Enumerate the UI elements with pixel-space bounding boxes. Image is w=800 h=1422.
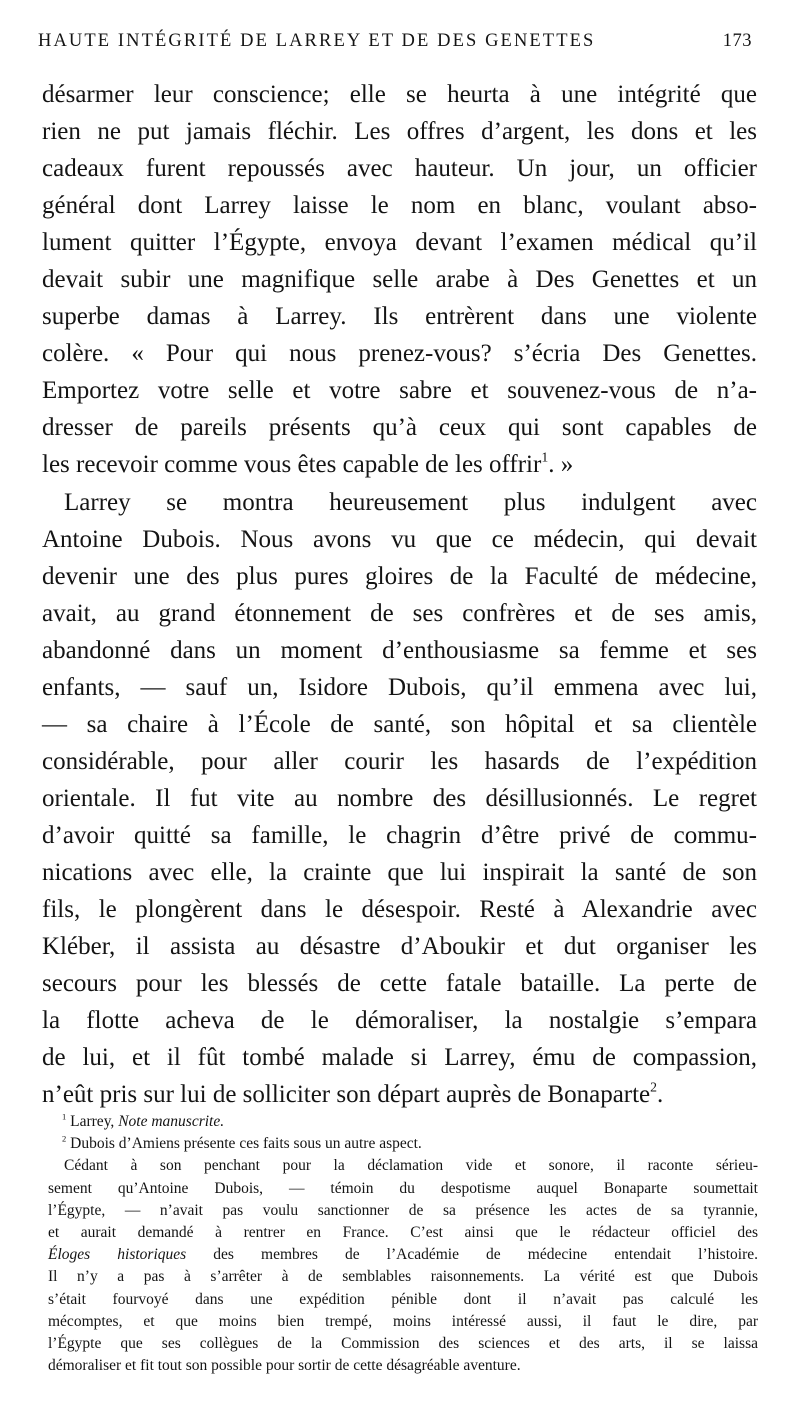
text-line: dresser de pareils présents qu’à ceux qui sont capables de (42, 414, 757, 442)
text-line: rien ne put jamais fléchir. Les offres d’argent, les dons et les (42, 118, 757, 146)
text-line: devenir une des plus pures gloires de la Faculté de médecine, (42, 562, 757, 590)
text-line: devait subir une magnifique selle arabe à Des Genettes et un (42, 266, 757, 294)
main-text (42, 76, 757, 1113)
footnote-line: l’Égypte, — n’avait pas voulu sanctionner de sa présence les actes de sa tyrannie, (48, 1201, 758, 1219)
text-line: avait, au grand étonnement de ses confrères et de ses amis, (42, 599, 757, 627)
footnote-line: Il n’y a pas à s’arrêter à de semblables raisonnements. La vérité est que Dubois (48, 1268, 758, 1286)
text-line: — sa chaire à l’École de santé, son hôpital et sa clientèle (42, 710, 757, 738)
running-title: HAUTE INTÉGRITÉ DE LARREY ET DE DES GENETTES (38, 31, 596, 51)
text-line: superbe damas à Larrey. Ils entrèrent dans une violente (42, 303, 757, 331)
footnote-ref: 2 (650, 1079, 658, 1095)
footnote-line (48, 1244, 758, 1266)
footnote-2 (48, 1133, 758, 1155)
text-line (42, 1076, 757, 1113)
text-line: fils, le plongèrent dans le désespoir. Resté à Alexandrie avec (42, 896, 757, 924)
paragraph-start-line: Larrey se montra heureusement plus indulgent avec (64, 488, 757, 516)
text-line: lument quitter l’Égypte, envoya devant l’examen médical qu’il (42, 229, 757, 257)
footnote-line: sement qu’Antoine Dubois, — témoin du despotisme auquel Bonaparte soumettait (48, 1179, 758, 1197)
text-line: nications avec elle, la crainte que lui inspirait la santé de son (42, 858, 757, 886)
text-line: désarmer leur conscience; elle se heurta à une intégrité que (42, 81, 757, 108)
text-line: orientale. Il fut vite au nombre des désillusionnés. Le regret (42, 784, 757, 812)
text-segment: des membres de l’Académie de médecine entendait l’histoire. (213, 1246, 758, 1264)
text-line: considérable, pour aller courir les hasards de l’expédition (42, 747, 757, 775)
eloges-title: Éloges historiques (48, 1246, 187, 1264)
text-line: Kléber, il assista au désastre d’Aboukir et dut organiser les (42, 933, 757, 961)
footnote-text: Dubois d’Amiens présente ces faits sous un autre aspect. (70, 1135, 422, 1153)
text-line: Antoine Dubois. Nous avons vu que ce médecin, qui devait (42, 525, 757, 553)
footnote-line: Cédant à son penchant pour la déclamation vide et sonore, il raconte sérieu- (64, 1157, 758, 1175)
text-line: de lui, et il fût tombé malade si Larrey, ému de compassion, (42, 1044, 757, 1072)
running-header (38, 31, 752, 52)
text-line: abandonné dans un moment d’enthousiasme sa femme et ses (42, 636, 757, 664)
text-segment: les recevoir comme vous êtes capable de les offrir (42, 451, 542, 479)
text-line: Emportez votre selle et votre sabre et souvenez-vous de n’a- (42, 377, 757, 405)
footnote-line: l’Égypte que ses collègues de la Commission des sciences et des arts, il se laissa (48, 1334, 758, 1352)
footnote-author: Larrey, (70, 1113, 115, 1130)
footnote-1 (48, 1111, 758, 1133)
footnote-line: démoraliser et fit tout son possible pour sortir de cette désagréable aventure. (48, 1357, 521, 1375)
text-line: secours pour les blessés de cette fatale bataille. La perte de (42, 970, 757, 998)
footnotes (48, 1111, 758, 1377)
text-line: enfants, — sauf un, Isidore Dubois, qu’il emmena avec lui, (42, 673, 757, 701)
text-line: colère. « Pour qui nous prenez-vous? s’écria Des Genettes. (42, 340, 757, 368)
footnote-line: et aurait demandé à rentrer en France. C’est ainsi que le rédacteur officiel des (48, 1223, 758, 1241)
footnote-line: mécomptes, et que moins bien trempé, moins intéressé aussi, il faut le dire, par (48, 1312, 758, 1330)
footnote-number: 2 (62, 1133, 67, 1144)
text-segment: n’eût pris sur lui de solliciter son départ auprès de Bonaparte (42, 1081, 651, 1109)
text-line: cadeaux furent repoussés avec hauteur. Un jour, un officier (42, 155, 757, 183)
footnote-line: s’était fourvoyé dans une expédition pénible dont il n’avait pas calculé les (48, 1290, 758, 1308)
text-line: général dont Larrey laisse le nom en blanc, voulant abso- (42, 192, 757, 220)
text-line: la flotte acheva de le démoraliser, la nostalgie s’empara (42, 1007, 757, 1035)
page-number: 173 (722, 31, 752, 51)
text-line: d’avoir quitté sa famille, le chagrin d’être privé de commu- (42, 821, 757, 849)
footnote-ref: 1 (541, 450, 549, 466)
footnote-source-title: Note manuscrite. (118, 1113, 225, 1130)
closing-quote: . » (548, 451, 574, 479)
text-line (42, 446, 757, 483)
footnote-number: 1 (62, 1111, 67, 1122)
final-period: . (657, 1081, 664, 1109)
